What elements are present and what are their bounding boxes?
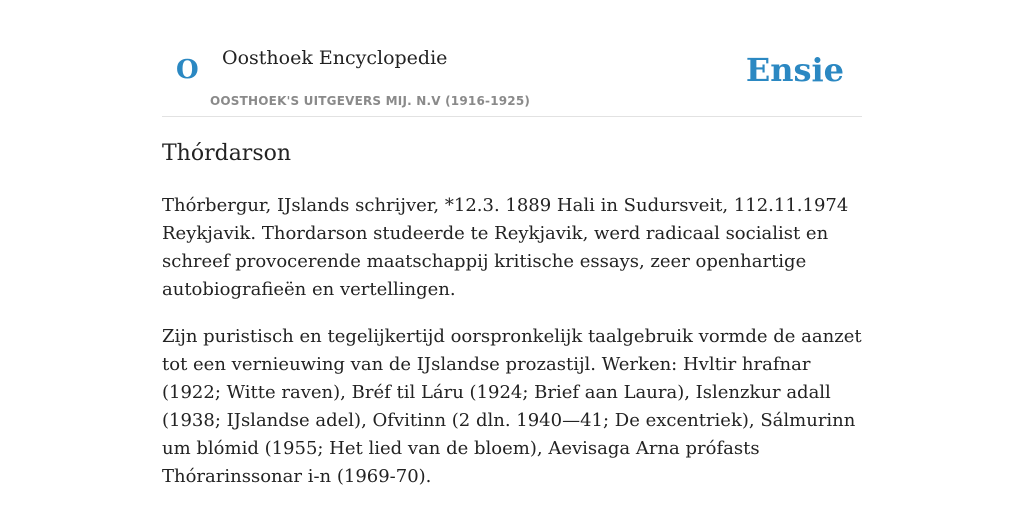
publication-header (162, 40, 862, 117)
ensie-logo-link[interactable]: Ensie (745, 51, 844, 89)
entry-title: Thórdarson (162, 141, 292, 166)
publication-title[interactable]: Oosthoek Encyclopedie (222, 47, 448, 69)
entry-paragraph: Thórbergur, IJslands schrijver, *12.3. 1889 Hali in Sudursveit, 112.11.1974 Reykjavik. Thordarson studeerde te Reykjavik, werd radicaal socialist en schreef provocerende maatschappij kritische essays, zeer openhartige autobiografieën en vertellingen. (162, 195, 849, 300)
entry-paragraph: Zijn puristisch en tegelijkertijd oorspronkelijk taalgebruik vormde de aanzet tot een vernieuwing van de IJslandse prozastijl. Werken: Hvltir hrafnar (1922; Witte raven), Bréf til Láru (1924; Brief aan Laura), Islenzkur adall (1938; IJslandse adel), Ofvitinn (2 dln. 1940—41; De excentriek), Sálmurinn um blómid (1955; Het lied van de bloem), Aevisaga Arna prófasts Thórarinssonar i-n (1969-70). (162, 326, 862, 487)
publication-logo: O (176, 55, 199, 85)
entry-content (162, 192, 862, 510)
publisher-name: OOSTHOEK'S UITGEVERS MIJ. N.V (1916-1925) (210, 94, 531, 108)
